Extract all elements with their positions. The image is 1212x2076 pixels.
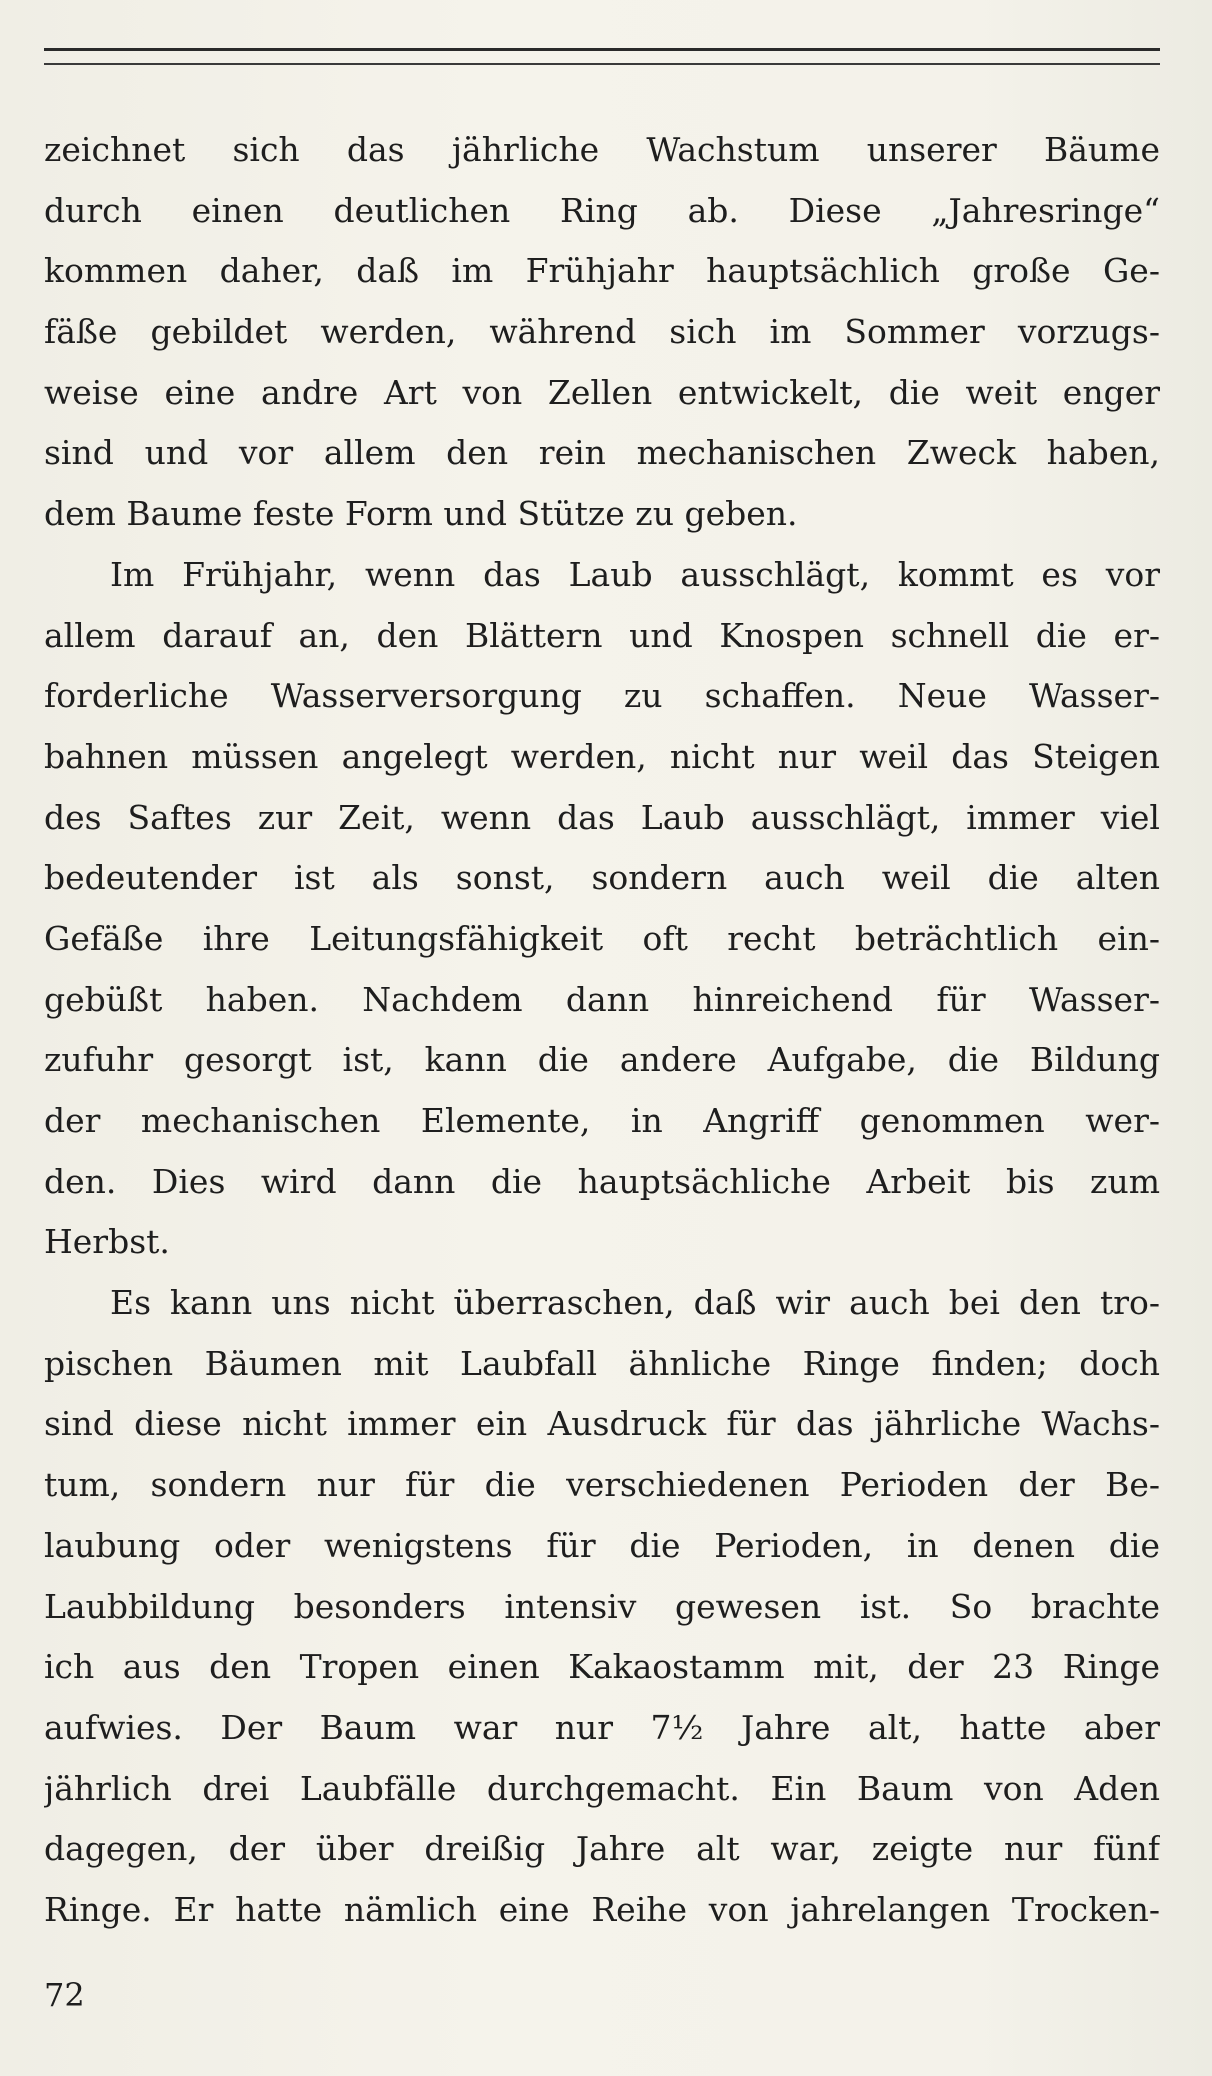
- text-line: dagegen, der über dreißig Jahre alt war, zeigte nur fünf: [44, 1829, 1160, 1869]
- text-line: ich aus den Tropen einen Kakaostamm mit, der 23 Ringe: [44, 1647, 1160, 1687]
- text-line: zufuhr gesorgt ist, kann die andere Aufgabe, die Bildung: [44, 1040, 1160, 1080]
- text-line: bedeutender ist als sonst, sondern auch weil die alten: [44, 858, 1160, 898]
- text-line: gebüßt haben. Nachdem dann hinreichend für Wasser-: [44, 979, 1160, 1019]
- page-number: 72: [44, 1976, 85, 2014]
- text-line: Gefäße ihre Leitungsfähigkeit oft recht beträchtlich ein-: [44, 918, 1160, 958]
- text-line: sind diese nicht immer ein Ausdruck für das jährliche Wachs-: [44, 1404, 1160, 1444]
- text-line: jährlich drei Laubfälle durchgemacht. Ein Baum von Aden: [44, 1768, 1160, 1808]
- text-line: aufwies. Der Baum war nur 7½ Jahre alt, hatte aber: [44, 1707, 1160, 1747]
- text-line: forderliche Wasserversorgung zu schaffen. Neue Wasser-: [44, 676, 1160, 716]
- header-rule-thin: [44, 63, 1160, 65]
- text-line: laubung oder wenigstens für die Perioden, in denen die: [44, 1525, 1160, 1565]
- text-line: pischen Bäumen mit Laubfall ähnliche Ringe finden; doch: [44, 1343, 1160, 1383]
- text-line: Ringe. Er hatte nämlich eine Reihe von jahrelangen Trocken-: [44, 1889, 1160, 1929]
- text-line: zeichnet sich das jährliche Wachstum unserer Bäume: [44, 130, 1160, 169]
- text-line: fäße gebildet werden, während sich im Sommer vorzugs-: [44, 312, 1160, 352]
- text-line: Herbst.: [44, 1222, 170, 1262]
- text-line: sind und vor allem den rein mechanischen Zweck haben,: [44, 433, 1160, 473]
- text-line: Es kann uns nicht überraschen, daß wir auch bei den tro-: [110, 1283, 1160, 1323]
- text-line: allem darauf an, den Blättern und Knospen schnell die er-: [44, 615, 1160, 655]
- text-line: bahnen müssen angelegt werden, nicht nur weil das Steigen: [44, 736, 1160, 776]
- body-text: [44, 120, 1160, 1941]
- text-line: der mechanischen Elemente, in Angriff genommen wer-: [44, 1101, 1160, 1140]
- text-line: tum, sondern nur für die verschiedenen Perioden der Be-: [44, 1465, 1160, 1505]
- text-line: des Saftes zur Zeit, wenn das Laub ausschlägt, immer viel: [44, 797, 1160, 837]
- text-line: Laubbildung besonders intensiv gewesen ist. So brachte: [44, 1586, 1160, 1626]
- text-line: den. Dies wird dann die hauptsächliche Arbeit bis zum: [44, 1161, 1160, 1201]
- header-rule-thick: [44, 48, 1160, 51]
- text-line: weise eine andre Art von Zellen entwickelt, die weit enger: [44, 372, 1160, 412]
- text-line: durch einen deutlichen Ring ab. Diese „Jahresringe“: [44, 190, 1160, 230]
- text-line: kommen daher, daß im Frühjahr hauptsächlich große Ge-: [44, 251, 1160, 291]
- text-line: Im Frühjahr, wenn das Laub ausschlägt, kommt es vor: [110, 554, 1160, 594]
- text-line: dem Baume feste Form und Stütze zu geben.: [44, 494, 798, 534]
